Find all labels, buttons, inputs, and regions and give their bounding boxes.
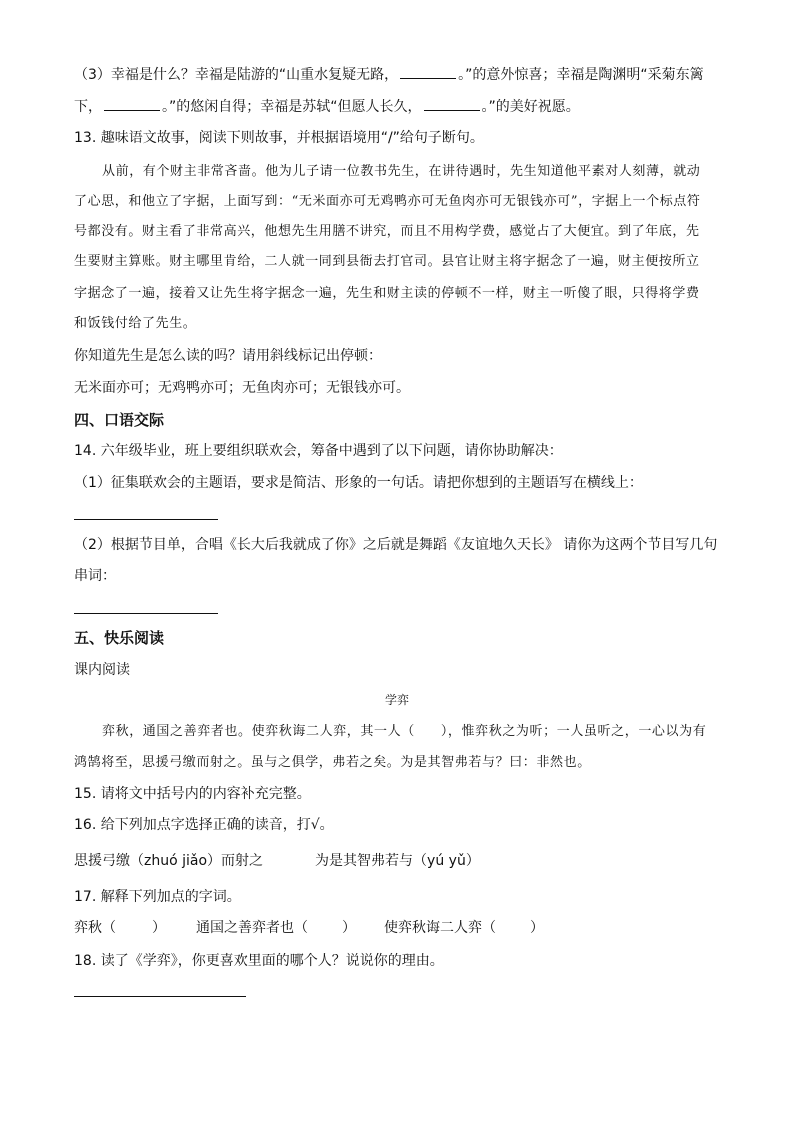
answer-blank[interactable] [104, 96, 160, 111]
q12-3-text: （3）幸福是什么？幸福是陆游的“山重水复疑无路， [74, 67, 399, 83]
story-line: 生要财主算账。财主哪里肯给，二人就一同到县衙去打官司。县官让财主将字据念了一遍，财主便按所立 [74, 254, 700, 269]
story-line: 了心思，和他立了字据，上面写到：“无米面亦可无鸡鸭亦可无鱼肉亦可无银钱亦可”，字据上一个标点符 [74, 194, 701, 209]
q18-prompt: 18. 读了《学弈》，你更喜欢里面的哪个人？说说你的理由。 [74, 953, 444, 969]
story-line: 从前，有个财主非常吝啬。他为儿子请一位教书先生，在讲待遇时，先生知道他平素对人刻薄，就动 [102, 164, 701, 179]
section-heading: 五、快乐阅读 [74, 629, 165, 647]
story-line: 字据念了一遍，接着又让先生将字据念一遍，先生和财主读的停顿不一样，财主一听傻了眼，只得将学费 [74, 286, 700, 301]
passage-line [102, 722, 706, 742]
passage-text: ），惟弈秋之为听；一人虽听之，一心以为有 [440, 724, 707, 739]
q14-1-prompt: （1）征集联欢会的主题语，要求是简洁、形象的一句话。请把你想到的主题语写在横线上： [74, 475, 643, 491]
answer-blank[interactable] [424, 96, 480, 111]
story-line: 和饭钱付给了先生。 [74, 316, 197, 331]
q15-prompt: 15. 请将文中括号内的内容补充完整。 [74, 786, 311, 802]
passage-line: 鸿鹄将至，思援弓缴而射之。虽与之俱学，弗若之矣。为是其智弗若与？曰：非然也。 [74, 755, 591, 770]
q14-2-prompt-cont: 串词： [74, 568, 116, 584]
section-heading: 四、口语交际 [74, 411, 165, 429]
q17-items: 弈秋（ ） 通国之善弈者也（ ） 使弈秋诲二人弈（ ） [74, 920, 544, 936]
q12-3-text: 下， [74, 99, 102, 115]
q12-3-text: 。”的悠闲自得；幸福是苏轼“但愿人长久， [162, 99, 422, 115]
q17-item: 弈秋（ [74, 920, 116, 936]
q13-question: 你知道先生是怎么读的吗？请用斜线标记出停顿： [74, 348, 382, 364]
q17-item: 通国之善弈者也（ [196, 920, 308, 936]
q16-options [74, 851, 480, 871]
answer-blank[interactable] [400, 64, 456, 79]
q13-answer-line[interactable]: 无米面亦可；无鸡鸭亦可；无鱼肉亦可；无银钱亦可。 [74, 380, 410, 396]
q14-prompt: 14. 六年级毕业，班上要组织联欢会，筹备中遇到了以下问题，请你协助解决： [74, 443, 563, 459]
q16-prompt: 16. 给下列加点字选择正确的读音，打√。 [74, 817, 334, 833]
subsection-label: 课内阅读 [74, 662, 130, 678]
passage-text: 弈秋，通国之善弈者也。使弈秋诲二人弈，其一人（ [102, 724, 415, 739]
answer-line[interactable] [74, 519, 218, 520]
q16-option-a[interactable]: 思援弓缴（zhuó jiǎo）而射之 [74, 853, 264, 869]
passage-title: 学弈 [384, 693, 409, 707]
q17-prompt: 17. 解释下列加点的字词。 [74, 889, 241, 905]
story-line: 号都没有。财主看了非常高兴，他想先生用膳不讲究，而且不用构学费，感觉占了大便宜。到了年底，先 [74, 224, 700, 239]
q12-3-line2 [74, 96, 580, 117]
answer-line[interactable] [74, 996, 246, 997]
q12-3-line1 [74, 64, 704, 85]
q13-prompt: 13. 趣味语文故事，阅读下则故事，并根据语境用“/”给句子断句。 [74, 130, 484, 146]
q17-item: 使弈秋诲二人弈（ [384, 920, 496, 936]
q16-option-b[interactable]: 为是其智弗若与（yú yǔ） [315, 853, 480, 869]
q12-3-text: 。”的意外惊喜；幸福是陶渊明“采菊东篱 [458, 67, 704, 83]
q14-2-prompt: （2）根据节目单，合唱《长大后我就成了你》之后就是舞蹈《友谊地久天长》 请你为这两个节目写几句 [74, 537, 718, 553]
answer-line[interactable] [74, 613, 218, 614]
q12-3-text: 。”的美好祝愿。 [481, 99, 580, 115]
